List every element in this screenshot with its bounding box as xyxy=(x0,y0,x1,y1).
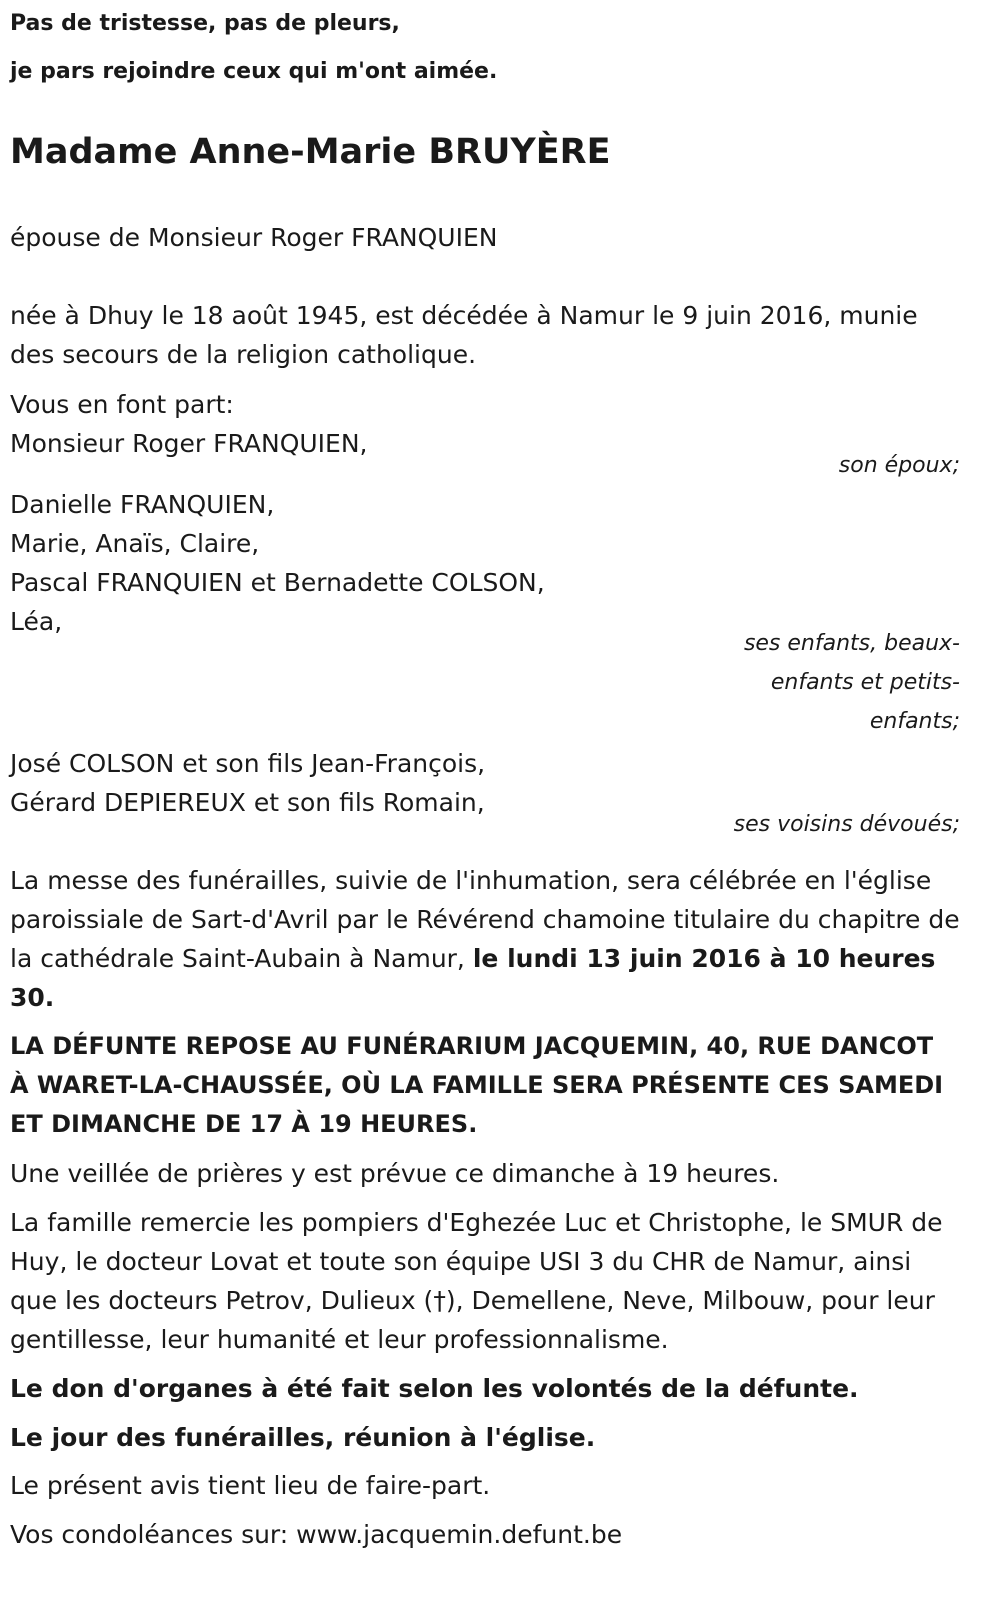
announcer-role: ses voisins dévoués; xyxy=(733,812,960,837)
funeral-date: le lundi 13 juin 2016 à 10 heures 30. xyxy=(10,944,936,1012)
spouse-line: épouse de Monsieur Roger FRANQUIEN xyxy=(10,223,498,252)
funeral-details: La messe des funérailles, suivie de l'inhumation, sera célébrée en l'église paroissiale de Sart-d'Avril par le Révérend chamoine titulaire du chapitre de la cathédrale Saint-Aubain à Namur, xyxy=(10,866,960,973)
thanks-text: La famille remercie les pompiers d'Eghezée Luc et Christophe, le SMUR de Huy, le docteur Lovat et toute son équipe USI 3 du CHR de Namur, ainsi que les docteurs Petrov, Dulieux (†), Demellene, Neve, Milbouw, pour leur gentillesse, leur humanité et leur professionnalisme. xyxy=(10,1208,943,1354)
announcer-name: Marie, Anaïs, Claire, xyxy=(10,529,260,558)
organ-donation-text: Le don d'organes à été fait selon les volontés de la défunte. xyxy=(10,1374,859,1403)
announcer-group-neighbours xyxy=(10,744,970,844)
announcer-group-children xyxy=(10,485,970,741)
vigil-text: Une veillée de prières y est prévue ce dimanche à 19 heures. xyxy=(10,1159,780,1188)
announcer-name: Gérard DEPIEREUX et son fils Romain, xyxy=(10,788,485,817)
announcer-role: ses enfants, beaux-enfants et petits-enfants; xyxy=(743,631,960,734)
announcer-group-spouse xyxy=(10,424,970,485)
repose-notice: LA DÉFUNTE REPOSE AU FUNÉRARIUM JACQUEMIN, 40, RUE DANCOT À WARET-LA-CHAUSSÉE, OÙ LA FAMILLE SERA PRÉSENTE CES SAMEDI ET DIMANCHE DE 17 À 19 HEURES. xyxy=(10,1032,944,1138)
announcer-name: Monsieur Roger FRANQUIEN, xyxy=(10,429,368,458)
birth-death-text: née à Dhuy le 18 août 1945, est décédée à Namur le 9 juin 2016, munie des secours de la religion catholique. xyxy=(10,301,918,369)
gathering-text: Le jour des funérailles, réunion à l'église. xyxy=(10,1423,596,1452)
motto-line-1: Pas de tristesse, pas de pleurs, xyxy=(10,11,400,36)
deceased-name: Madame Anne-Marie BRUYÈRE xyxy=(10,132,611,172)
condolences-line xyxy=(10,1515,622,1554)
funeral-text xyxy=(10,861,960,1017)
announcer-role: son époux; xyxy=(838,453,960,478)
motto-line-2: je pars rejoindre ceux qui m'ont aimée. xyxy=(10,59,498,84)
notice-text: Le présent avis tient lieu de faire-part. xyxy=(10,1471,491,1500)
motto xyxy=(10,10,970,86)
announcers-intro: Vous en font part: xyxy=(10,390,234,419)
condolences-label: Vos condoléances sur: xyxy=(10,1520,297,1549)
announcer-name: José COLSON et son fils Jean-François, xyxy=(10,749,486,778)
announcer-name: Danielle FRANQUIEN, xyxy=(10,490,275,519)
announcer-name: Léa, xyxy=(10,607,63,636)
announcer-name: Pascal FRANQUIEN et Bernadette COLSON, xyxy=(10,568,545,597)
condolences-link[interactable]: www.jacquemin.defunt.be xyxy=(296,1520,623,1549)
